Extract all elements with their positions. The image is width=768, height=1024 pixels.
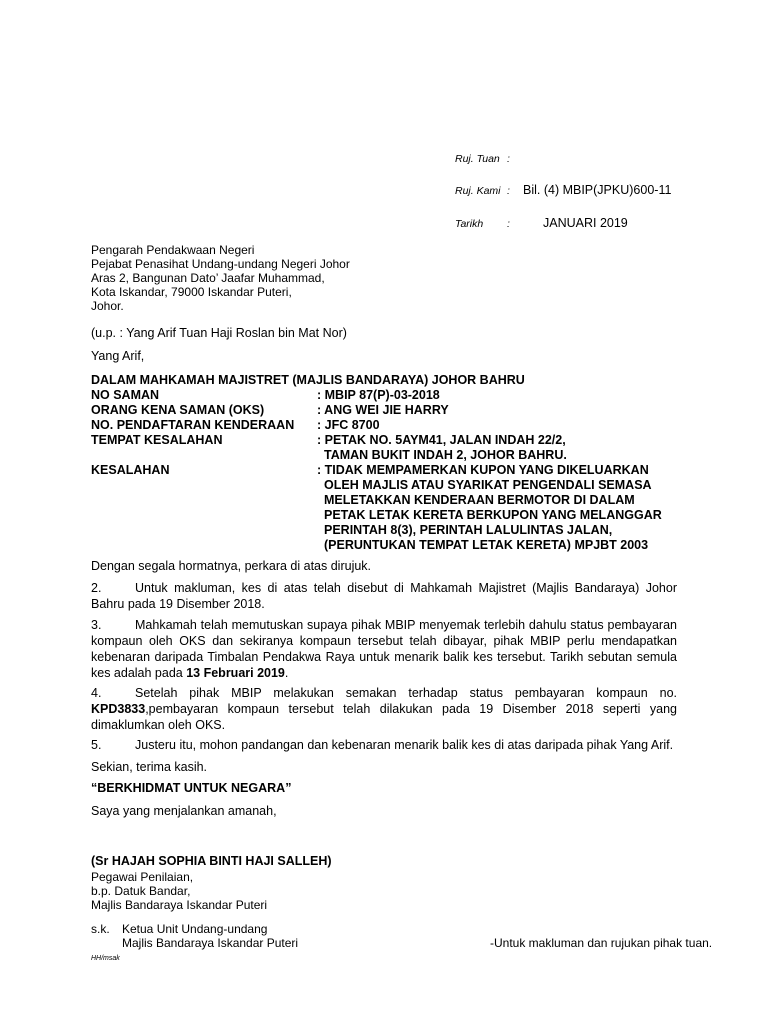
address-line: Pengarah Pendakwaan Negeri [91,243,255,257]
paragraph-2 [91,580,677,612]
compound-number: KPD3833 [91,702,146,716]
paragraph-text: ,pembayaran kompaun tersebut telah dilakukan pada 19 Disember 2018 seperti yang dimaklumkan oleh OKS. [91,702,677,732]
case-label-oks: ORANG KENA SAMAN (OKS) [91,403,265,417]
ruj-kami-value: Bil. (4) MBIP(JPKU)600-11 [523,183,672,197]
initials: HH/msak [91,955,120,962]
trust-line: Saya yang menjalankan amanah, [91,804,277,818]
address-line: Aras 2, Bangunan Dato’ Jaafar Muhammad, [91,271,325,285]
cc-line2: Majlis Bandaraya Iskandar Puteri [122,936,299,950]
recipient-address [91,243,350,313]
case-value-tempat: : PETAK NO. 5AYM41, JALAN INDAH 22/2, [317,433,566,447]
cc-label: s.k. [91,922,110,936]
cc-note: -Untuk makluman dan rujukan pihak tuan. [490,936,713,950]
paragraph-4 [91,685,677,733]
signatory-name: (Sr HAJAH SOPHIA BINTI HAJI SALLEH) [91,854,332,868]
tarikh-colon: : [507,218,510,230]
ruj-kami-label: Ruj. Kami [455,185,501,197]
ruj-kami-colon: : [507,185,510,197]
paragraph-3 [91,617,677,681]
signatory-details [91,870,267,912]
case-value-tempat-line2: TAMAN BUKIT INDAH 2, JOHOR BAHRU. [324,448,567,462]
signatory-line: b.p. Datuk Bandar, [91,884,191,898]
ruj-tuan-label: Ruj. Tuan [455,153,500,165]
salutation: Yang Arif, [91,349,145,363]
tarikh-label: Tarikh [455,218,484,230]
paragraph-number: 5. [91,738,102,752]
address-line: Pejabat Penasihat Undang-undang Negeri Johor [91,257,350,271]
kesalahan-line: OLEH MAJLIS ATAU SYARIKAT PENGENDALI SEMASA [324,478,652,492]
case-label-kesalahan: KESALAHAN [91,463,170,477]
kesalahan-line: PERINTAH 8(3), PERINTAH LALULINTAS JALAN, [324,523,613,537]
kesalahan-line: (PERUNTUKAN TEMPAT LETAK KERETA) MPJBT 2003 [324,538,649,552]
motto: “BERKHIDMAT UNTUK NEGARA” [91,781,292,795]
case-value-kesalahan: : TIDAK MEMPAMERKAN KUPON YANG DIKELUARKAN [317,463,649,477]
paragraph-number: 2. [91,581,102,595]
signatory-line: Pegawai Penilaian, [91,870,194,884]
signatory-line: Majlis Bandaraya Iskandar Puteri [91,898,268,912]
ruj-tuan-colon: : [507,153,510,165]
address-line: Johor. [91,299,124,313]
paragraph-5 [91,737,677,753]
paragraph-end: . [284,666,289,680]
paragraph-text: Mahkamah telah memutuskan supaya pihak MBIP menyemak terlebih dahulu status pembayaran kompaun oleh OKS dan sekiranya kompaun tersebut telah dibayar, pihak MBIP perlu mendapatkan kebenaran daripada Timbalan Pendakwa Raya untuk menarik balik kes tersebut. Tarikh sebutan semula kes adalah pada [91,618,677,680]
kesalahan-line: PETAK LETAK KERETA BERKUPON YANG MELANGGAR [324,508,662,522]
paragraph-text: Setelah pihak MBIP melakukan semakan terhadap status pembayaran kompaun no. [135,686,677,700]
cc-line1: Ketua Unit Undang-undang [122,922,268,936]
paragraph-number: 3. [91,618,102,632]
court-title: DALAM MAHKAMAH MAJISTRET (MAJLIS BANDARAYA) JOHOR BAHRU [91,373,525,387]
case-value-pendaftaran: : JFC 8700 [317,418,380,432]
paragraph-text: Justeru itu, mohon pandangan dan kebenaran menarik balik kes di atas daripada pihak Yang Arif. [135,738,674,752]
paragraph-bold-date: 13 Februari 2019 [186,666,285,680]
case-label-no-saman: NO SAMAN [91,388,160,402]
tarikh-value: JANUARI 2019 [543,216,628,230]
attention-line: (u.p. : Yang Arif Tuan Haji Roslan bin Mat Nor) [91,326,347,340]
paragraph-number: 4. [91,686,102,700]
opening-line: Dengan segala hormatnya, perkara di atas dirujuk. [91,559,372,573]
kesalahan-line: MELETAKKAN KENDERAAN BERMOTOR DI DALAM [324,493,635,507]
case-label-tempat: TEMPAT KESALAHAN [91,433,223,447]
case-value-oks: : ANG WEI JIE HARRY [317,403,449,417]
case-label-pendaftaran: NO. PENDAFTARAN KENDERAAN [91,418,295,432]
case-value-no-saman: : MBIP 87(P)-03-2018 [317,388,440,402]
paragraph-text: Untuk makluman, kes di atas telah disebut di Mahkamah Majistret (Majlis Bandaraya) Johor Bahru pada 19 Disember 2018. [91,581,677,611]
closing-line: Sekian, terima kasih. [91,760,208,774]
address-line: Kota Iskandar, 79000 Iskandar Puteri, [91,285,292,299]
